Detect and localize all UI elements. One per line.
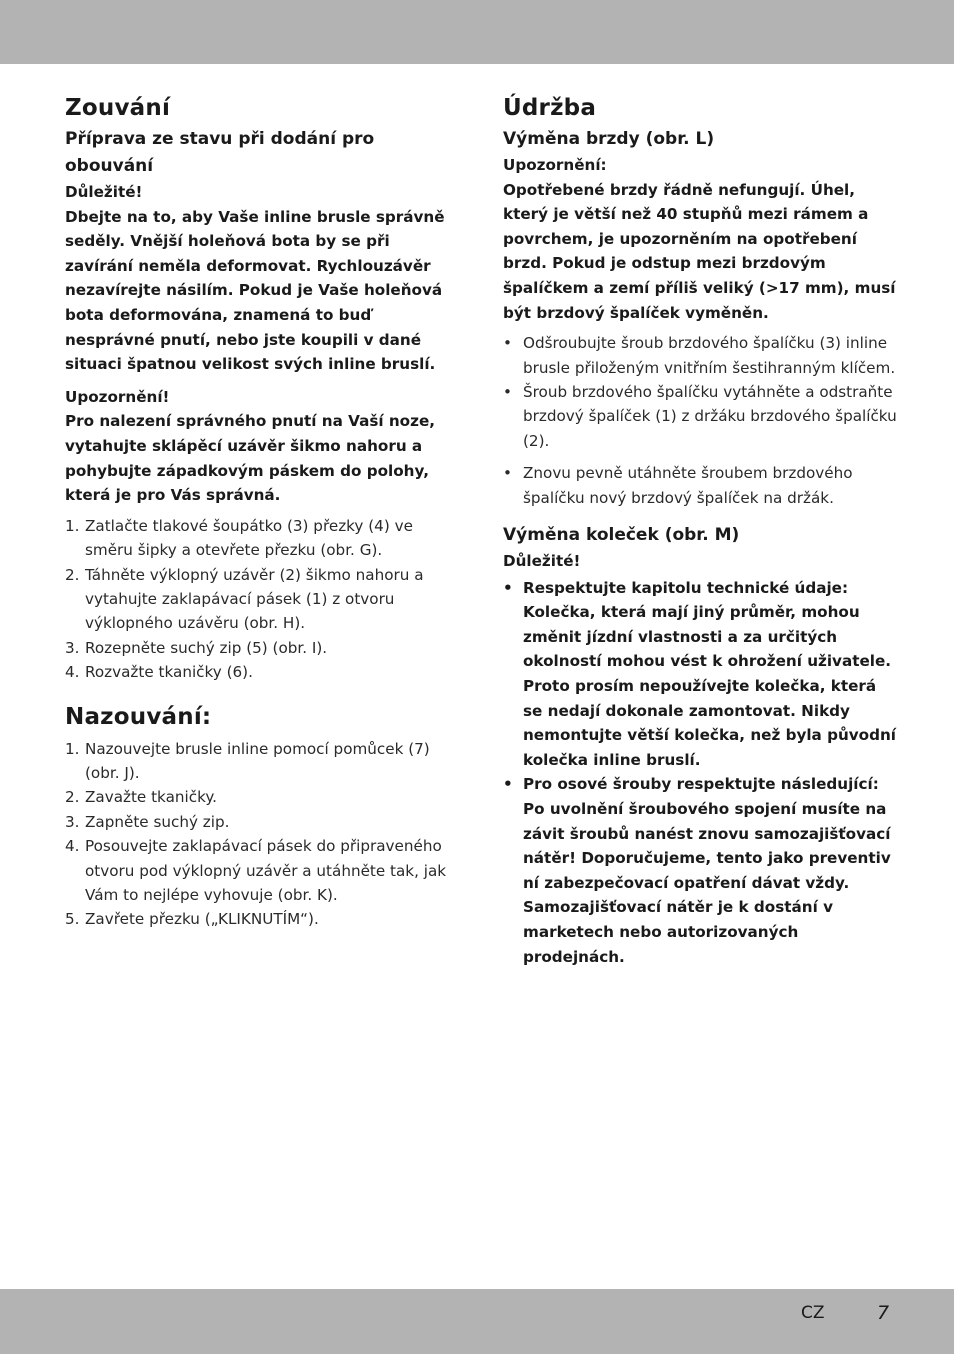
list-item: • Pro osové šrouby respektujte následující: Po uvolnění šroubového spojení musíte na závit šroubů nanést znovu samozajišťovací nátěr! Doporučujeme, tento jako preventiv ní zabezpečovací opatření dávat vždy. Samozajišťovací nátěr je k dostání v marketech nebo autorizovaných prodejnách.	[503, 775, 891, 966]
list-item: 3. Rozepněte suchý zip (5) (obr. I).	[65, 638, 328, 657]
heading-zouvani: Zouvání	[65, 95, 171, 121]
warning-text: Opotřebené brzdy řádně nefungují. Úhel, který je větší než 40 stupňů mezi rámem a povrchem, je upozorněním na opotřebení brzd. Pokud je odstup mezi brzdovým špalíčkem a zemí příliš veliký (>17 mm), musí být brzdový špalíček vyměněn.	[503, 180, 896, 322]
list-item: 4. Rozvažte tkaničky (6).	[65, 663, 253, 682]
heading-nazouvani: Nazouvání:	[65, 703, 212, 730]
subheading-priprava: Příprava ze stavu při dodání pro obouvání	[65, 129, 375, 176]
left-column	[65, 90, 450, 932]
list-item: • Znovu pevně utáhněte šroubem brzdového špalíčku nový brzdový špalíček na držák.	[503, 464, 853, 507]
subheading-vymena-kolecek: Výměna koleček (obr. M)	[503, 525, 740, 545]
list-item: 5. Zavřete přezku („KLIKNUTÍM“).	[65, 910, 319, 929]
right-column	[503, 90, 898, 969]
list-item: • Respektujte kapitolu technické údaje: Kolečka, která mají jiný průměr, mohou změnit jízdní vlastnosti a za určitých okolností mohou vést k ohrožení uživatele. Proto prosím nepoužívejte kolečka, která se nedají dokonale zamontovat. Nikdy nemontujte větší kolečka, než byla původní kolečka inline bruslí.	[503, 578, 897, 769]
warning-label: Upozornění!	[65, 387, 170, 406]
warning-label: Upozornění:	[503, 156, 607, 174]
list-item: 3. Zapněte suchý zip.	[65, 812, 230, 831]
important-text: Dbejte na to, aby Vaše inline brusle správně seděly. Vnější holeňová bota by se při zavírání neměla deformovat. Rychlouzávěr nezavírejte násilím. Pokud je Vaše holeňová bota deformována, znamená to buď nesprávné pnutí, nebo jste koupili v dané situaci špatnou velikost svých inline bruslí.	[65, 207, 445, 374]
warning-text: Pro nalezení správného pnutí na Vaší noze, vytahujte sklápěcí uzávěr šikmo nahoru a pohybujte západkovým páskem do polohy, která je pro Vás správná.	[65, 412, 436, 505]
steps-list	[65, 514, 450, 685]
important-label: Důležité!	[65, 183, 143, 201]
list-item: 1. Nazouvejte brusle inline pomocí pomůcek (7) (obr. J).	[65, 739, 430, 782]
list-item: 2. Táhněte výklopný uzávěr (2) šikmo nahoru a vytahujte zaklapávací pásek (1) z otvoru výklopného uzávěru (obr. H).	[65, 565, 424, 633]
list-item: 1. Zatlačte tlakové šoupátko (3) přezky (4) ve směru šipky a otevřete přezku (obr. G).	[65, 516, 413, 560]
subheading-vymena-brzdy: Výměna brzdy (obr. L)	[503, 129, 715, 149]
list-item: 4. Posouvejte zaklapávací pásek do připraveného otvoru pod výklopný uzávěr a utáhněte tak, jak Vám to nejlépe vyhovuje (obr. K).	[65, 837, 447, 904]
list-item: 2. Zavažte tkaničky.	[65, 788, 217, 807]
footer-language: CZ	[801, 1303, 825, 1323]
important-label: Důležité!	[503, 552, 581, 570]
page-number: 7	[877, 1302, 890, 1324]
brake-bullets	[503, 331, 898, 510]
heading-udrzba: Údržba	[503, 95, 597, 121]
list-item: • Odšroubujte šroub brzdového špalíčku (3) inline brusle přiloženým vnitřním šestihranným klíčem.	[503, 334, 896, 377]
top-bar	[0, 0, 954, 64]
list-item: • Šroub brzdového špalíčku vytáhněte a odstraňte brzdový špalíček (1) z držáku brzdového špalíčku (2).	[503, 382, 897, 450]
steps2-list	[65, 737, 450, 932]
wheel-bullets	[503, 576, 898, 970]
